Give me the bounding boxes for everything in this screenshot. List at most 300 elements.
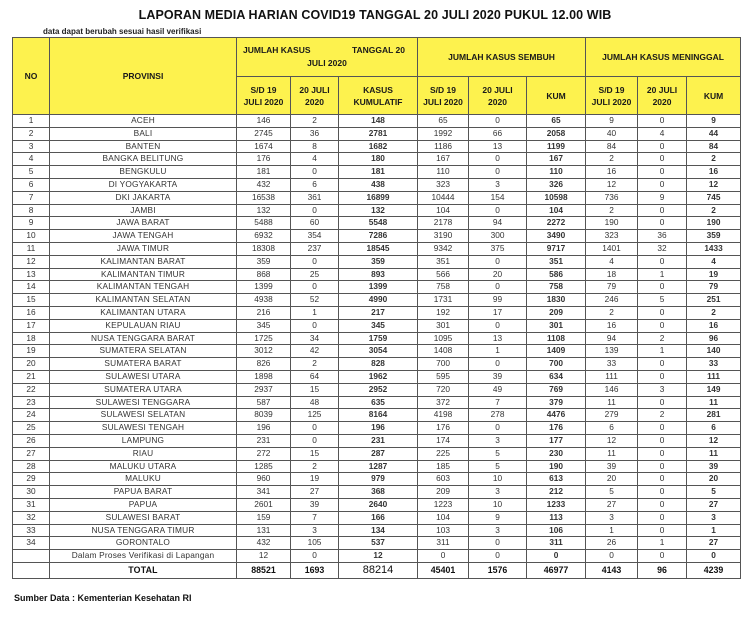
cell-k3: 148 (339, 115, 418, 128)
cell-s1: 176 (418, 422, 469, 435)
total-m1: 4143 (586, 562, 638, 578)
total-k1: 88521 (237, 562, 291, 578)
cell-m2: 5 (638, 294, 687, 307)
cell-prov: SULAWESI TENGAH (50, 422, 237, 435)
cell-s2: 10 (469, 498, 527, 511)
cell-k1: 432 (237, 178, 291, 191)
cell-k2: 3 (291, 524, 339, 537)
cell-prov: SUMATERA SELATAN (50, 345, 237, 358)
cell-m2: 0 (638, 524, 687, 537)
cell-no: 11 (13, 242, 50, 255)
cell-s2: 0 (469, 537, 527, 550)
cell-m1: 1401 (586, 242, 638, 255)
cell-k1: 1725 (237, 332, 291, 345)
cell-s2: 13 (469, 332, 527, 345)
cell-s2: 375 (469, 242, 527, 255)
cell-m2: 0 (638, 115, 687, 128)
cell-k1: 132 (237, 204, 291, 217)
cell-m3: 9 (687, 115, 741, 128)
cell-m2: 0 (638, 140, 687, 153)
cell-k2: 36 (291, 127, 339, 140)
cell-s2: 0 (469, 115, 527, 128)
cell-m3: 19 (687, 268, 741, 281)
cell-prov: PAPUA BARAT (50, 486, 237, 499)
cell-prov: SULAWESI BARAT (50, 511, 237, 524)
table-row (13, 409, 741, 422)
cell-s1: 700 (418, 358, 469, 371)
cell-m1: 139 (586, 345, 638, 358)
cell-m3: 281 (687, 409, 741, 422)
cell-prov: SULAWESI TENGGARA (50, 396, 237, 409)
cell-m3: 27 (687, 537, 741, 550)
cell-k1: 131 (237, 524, 291, 537)
cell-k2: 8 (291, 140, 339, 153)
total-s1: 45401 (418, 562, 469, 578)
cell-m1: 190 (586, 217, 638, 230)
cell-m2: 0 (638, 178, 687, 191)
cell-k2: 125 (291, 409, 339, 422)
cell-s1: 351 (418, 255, 469, 268)
cell-m3: 16 (687, 166, 741, 179)
cell-k2: 0 (291, 255, 339, 268)
total-m2: 96 (638, 562, 687, 578)
cell-s1: 1223 (418, 498, 469, 511)
cell-m3: 39 (687, 460, 741, 473)
cell-s3: 10598 (527, 191, 586, 204)
cell-prov: BALI (50, 127, 237, 140)
table-row (13, 217, 741, 230)
cell-k1: 1898 (237, 370, 291, 383)
total-label: TOTAL (50, 562, 237, 578)
cell-k3: 8164 (339, 409, 418, 422)
cell-no: 8 (13, 204, 50, 217)
cell-m3: 149 (687, 383, 741, 396)
cell-m2: 2 (638, 409, 687, 422)
table-row (13, 191, 741, 204)
cell-s3: 177 (527, 434, 586, 447)
total-no (13, 562, 50, 578)
cell-s2: 0 (469, 422, 527, 435)
cell-m3: 2 (687, 153, 741, 166)
cell-k2: 39 (291, 498, 339, 511)
cell-m2: 0 (638, 498, 687, 511)
cell-s2: 3 (469, 178, 527, 191)
cell-k2: 0 (291, 166, 339, 179)
cell-m2: 0 (638, 370, 687, 383)
cell-m1: 6 (586, 422, 638, 435)
cell-s3: 758 (527, 281, 586, 294)
cell-prov: KALIMANTAN SELATAN (50, 294, 237, 307)
cell-m2: 0 (638, 460, 687, 473)
cell-k1: 2745 (237, 127, 291, 140)
cell-s1: 603 (418, 473, 469, 486)
cell-m2: 0 (638, 204, 687, 217)
cell-m1: 27 (586, 498, 638, 511)
cell-k2: 7 (291, 511, 339, 524)
cell-k2: 15 (291, 447, 339, 460)
cell-k2: 1 (291, 306, 339, 319)
header-sembuh-20juli: 20 JULI 2020 (469, 77, 527, 115)
cell-m3: 5 (687, 486, 741, 499)
cell-k3: 132 (339, 204, 418, 217)
cell-k3: 828 (339, 358, 418, 371)
cell-s1: 104 (418, 511, 469, 524)
cell-no: 21 (13, 370, 50, 383)
cell-k1: 181 (237, 166, 291, 179)
table-row (13, 204, 741, 217)
cell-k2: 25 (291, 268, 339, 281)
cell-no: 28 (13, 460, 50, 473)
header-kasus-20juli: 20 JULI 2020 (291, 77, 339, 115)
cell-m2: 0 (638, 422, 687, 435)
table-row (13, 127, 741, 140)
cell-k1: 146 (237, 115, 291, 128)
table-row (13, 511, 741, 524)
cell-no: 31 (13, 498, 50, 511)
cell-s1: 1408 (418, 345, 469, 358)
cell-k2: 2 (291, 358, 339, 371)
cell-m3: 16 (687, 319, 741, 332)
cell-no: 12 (13, 255, 50, 268)
cell-k2: 15 (291, 383, 339, 396)
cell-prov: BANGKA BELITUNG (50, 153, 237, 166)
cell-m2: 0 (638, 447, 687, 460)
cell-s3: 190 (527, 460, 586, 473)
table-row (13, 524, 741, 537)
cell-prov: KALIMANTAN TENGAH (50, 281, 237, 294)
cell-s2: 3 (469, 434, 527, 447)
cell-m1: 18 (586, 268, 638, 281)
table-row (13, 537, 741, 550)
table-row (13, 319, 741, 332)
cell-m2: 0 (638, 511, 687, 524)
cell-s2: 17 (469, 306, 527, 319)
cell-k1: 176 (237, 153, 291, 166)
cell-s2: 20 (469, 268, 527, 281)
cell-prov: KEPULAUAN RIAU (50, 319, 237, 332)
cell-k3: 196 (339, 422, 418, 435)
cell-s3: 3490 (527, 230, 586, 243)
cell-no: 1 (13, 115, 50, 128)
cell-s3: 1108 (527, 332, 586, 345)
table-row (13, 281, 741, 294)
cell-s1: 566 (418, 268, 469, 281)
cell-no: 4 (13, 153, 50, 166)
cell-k1: 2937 (237, 383, 291, 396)
cell-m1: 12 (586, 434, 638, 447)
table-row (13, 550, 741, 563)
cell-m2: 0 (638, 473, 687, 486)
cell-m1: 3 (586, 511, 638, 524)
cell-no: 10 (13, 230, 50, 243)
cell-k3: 231 (339, 434, 418, 447)
cell-k3: 2952 (339, 383, 418, 396)
cell-s3: 230 (527, 447, 586, 460)
report-subtitle: data dapat berubah sesuai hasil verifikasi (43, 27, 202, 36)
table-row (13, 370, 741, 383)
cell-no: 6 (13, 178, 50, 191)
table-row (13, 422, 741, 435)
cell-k3: 893 (339, 268, 418, 281)
cell-k3: 4990 (339, 294, 418, 307)
cell-s3: 176 (527, 422, 586, 435)
header-jumlah-sembuh: JUMLAH KASUS SEMBUH (418, 38, 586, 77)
cell-m3: 1 (687, 524, 741, 537)
cell-s2: 0 (469, 166, 527, 179)
cell-m1: 40 (586, 127, 638, 140)
table-row (13, 294, 741, 307)
cell-s1: 65 (418, 115, 469, 128)
cell-k3: 359 (339, 255, 418, 268)
cell-m2: 1 (638, 268, 687, 281)
cell-m1: 16 (586, 319, 638, 332)
header-jumlah-kasus (237, 38, 418, 77)
cell-no: 15 (13, 294, 50, 307)
cell-s3: 2058 (527, 127, 586, 140)
header-sembuh-sd19: S/D 19 JULI 2020 (418, 77, 469, 115)
cell-s3: 700 (527, 358, 586, 371)
cell-m1: 84 (586, 140, 638, 153)
header-jumlah-kasus-c: JULI 2020 (307, 58, 347, 68)
cell-s1: 9342 (418, 242, 469, 255)
cell-m2: 1 (638, 345, 687, 358)
cell-no: 20 (13, 358, 50, 371)
table-row (13, 230, 741, 243)
cell-s1: 1095 (418, 332, 469, 345)
table-row (13, 242, 741, 255)
cell-m1: 39 (586, 460, 638, 473)
cell-s2: 0 (469, 550, 527, 563)
cell-m1: 0 (586, 550, 638, 563)
cell-m1: 111 (586, 370, 638, 383)
cell-k1: 1285 (237, 460, 291, 473)
header-meninggal-sd19: S/D 19 JULI 2020 (586, 77, 638, 115)
table-row (13, 153, 741, 166)
cell-s3: 769 (527, 383, 586, 396)
cell-m1: 2 (586, 204, 638, 217)
cell-m1: 2 (586, 153, 638, 166)
cell-no: 7 (13, 191, 50, 204)
cell-k2: 105 (291, 537, 339, 550)
cell-s1: 192 (418, 306, 469, 319)
table-row (13, 306, 741, 319)
total-row (13, 562, 741, 578)
cell-k3: 16899 (339, 191, 418, 204)
table-row (13, 332, 741, 345)
cell-s2: 0 (469, 255, 527, 268)
cell-s2: 3 (469, 524, 527, 537)
cell-m3: 84 (687, 140, 741, 153)
cell-k3: 180 (339, 153, 418, 166)
cell-m3: 745 (687, 191, 741, 204)
header-jumlah-meninggal: JUMLAH KASUS MENINGGAL (586, 38, 741, 77)
total-k3: 88214 (339, 562, 418, 578)
cell-k1: 5488 (237, 217, 291, 230)
cell-s1: 311 (418, 537, 469, 550)
cell-prov: JAWA TENGAH (50, 230, 237, 243)
cell-prov: NUSA TENGGARA TIMUR (50, 524, 237, 537)
cell-s1: 104 (418, 204, 469, 217)
cell-k2: 48 (291, 396, 339, 409)
cell-no: 22 (13, 383, 50, 396)
cell-s2: 0 (469, 153, 527, 166)
cell-m1: 5 (586, 486, 638, 499)
cell-s1: 758 (418, 281, 469, 294)
cell-m2: 9 (638, 191, 687, 204)
cell-s2: 99 (469, 294, 527, 307)
cell-m3: 12 (687, 434, 741, 447)
cell-s3: 104 (527, 204, 586, 217)
cell-s3: 209 (527, 306, 586, 319)
cell-prov: DI YOGYAKARTA (50, 178, 237, 191)
cell-no: 26 (13, 434, 50, 447)
cell-s1: 595 (418, 370, 469, 383)
cell-prov: JAWA BARAT (50, 217, 237, 230)
cell-s1: 110 (418, 166, 469, 179)
table-row (13, 140, 741, 153)
cell-m3: 20 (687, 473, 741, 486)
cell-k2: 19 (291, 473, 339, 486)
cell-k3: 12 (339, 550, 418, 563)
table-row (13, 358, 741, 371)
cell-m3: 4 (687, 255, 741, 268)
cell-k2: 0 (291, 550, 339, 563)
cell-m3: 3 (687, 511, 741, 524)
cell-m1: 11 (586, 396, 638, 409)
header-provinsi: PROVINSI (50, 38, 237, 115)
cell-m1: 16 (586, 166, 638, 179)
cell-s3: 4476 (527, 409, 586, 422)
cell-no: 23 (13, 396, 50, 409)
cell-prov: GORONTALO (50, 537, 237, 550)
cell-k1: 18308 (237, 242, 291, 255)
cell-no: 14 (13, 281, 50, 294)
table-row (13, 178, 741, 191)
cell-k1: 960 (237, 473, 291, 486)
cell-m3: 27 (687, 498, 741, 511)
cell-s1: 10444 (418, 191, 469, 204)
cell-no: 2 (13, 127, 50, 140)
cell-m2: 0 (638, 281, 687, 294)
cell-s2: 49 (469, 383, 527, 396)
cell-m3: 44 (687, 127, 741, 140)
cell-prov: PAPUA (50, 498, 237, 511)
cell-s3: 110 (527, 166, 586, 179)
cell-m2: 0 (638, 396, 687, 409)
cell-m2: 0 (638, 358, 687, 371)
cell-prov: MALUKU UTARA (50, 460, 237, 473)
cell-k3: 1962 (339, 370, 418, 383)
cell-m3: 96 (687, 332, 741, 345)
total-k2: 1693 (291, 562, 339, 578)
cell-k3: 2640 (339, 498, 418, 511)
cell-m1: 26 (586, 537, 638, 550)
cell-prov: KALIMANTAN UTARA (50, 306, 237, 319)
cell-s2: 13 (469, 140, 527, 153)
cell-s2: 0 (469, 204, 527, 217)
cell-s3: 167 (527, 153, 586, 166)
cell-m3: 11 (687, 396, 741, 409)
cell-no: 3 (13, 140, 50, 153)
cell-s1: 323 (418, 178, 469, 191)
cell-k2: 52 (291, 294, 339, 307)
cell-s3: 301 (527, 319, 586, 332)
cell-k3: 181 (339, 166, 418, 179)
cell-k1: 1399 (237, 281, 291, 294)
cell-m1: 33 (586, 358, 638, 371)
cell-k1: 216 (237, 306, 291, 319)
cell-s1: 209 (418, 486, 469, 499)
cell-s3: 351 (527, 255, 586, 268)
cell-no: 27 (13, 447, 50, 460)
cell-prov: DKI JAKARTA (50, 191, 237, 204)
cell-m2: 0 (638, 486, 687, 499)
cell-no: 29 (13, 473, 50, 486)
cell-s3: 9717 (527, 242, 586, 255)
cell-k3: 1287 (339, 460, 418, 473)
cell-m2: 1 (638, 537, 687, 550)
table-row (13, 473, 741, 486)
cell-s1: 1186 (418, 140, 469, 153)
cell-s2: 5 (469, 447, 527, 460)
cell-k2: 0 (291, 434, 339, 447)
cell-k2: 354 (291, 230, 339, 243)
cell-k2: 0 (291, 422, 339, 435)
cell-m2: 0 (638, 255, 687, 268)
cell-k1: 345 (237, 319, 291, 332)
table-row (13, 166, 741, 179)
cell-s3: 106 (527, 524, 586, 537)
cell-s2: 1 (469, 345, 527, 358)
cell-k1: 12 (237, 550, 291, 563)
cell-s1: 720 (418, 383, 469, 396)
cell-s3: 1409 (527, 345, 586, 358)
cell-prov: MALUKU (50, 473, 237, 486)
cell-k3: 166 (339, 511, 418, 524)
cell-s1: 301 (418, 319, 469, 332)
cell-prov: SULAWESI UTARA (50, 370, 237, 383)
cell-s2: 94 (469, 217, 527, 230)
cell-k1: 159 (237, 511, 291, 524)
cell-s1: 167 (418, 153, 469, 166)
cell-k1: 196 (237, 422, 291, 435)
cell-s3: 326 (527, 178, 586, 191)
cell-m3: 79 (687, 281, 741, 294)
cell-k1: 587 (237, 396, 291, 409)
cell-m1: 4 (586, 255, 638, 268)
cell-prov: KALIMANTAN TIMUR (50, 268, 237, 281)
cell-k3: 217 (339, 306, 418, 319)
cell-s3: 2272 (527, 217, 586, 230)
cell-k1: 3012 (237, 345, 291, 358)
cell-k3: 5548 (339, 217, 418, 230)
cell-k1: 359 (237, 255, 291, 268)
cell-k1: 16538 (237, 191, 291, 204)
total-s3: 46977 (527, 562, 586, 578)
cell-m2: 0 (638, 434, 687, 447)
cell-m1: 323 (586, 230, 638, 243)
header-jumlah-kasus-b: TANGGAL 20 (351, 45, 406, 55)
cell-s3: 379 (527, 396, 586, 409)
cell-m1: 736 (586, 191, 638, 204)
cell-m2: 4 (638, 127, 687, 140)
covid-report-table (12, 37, 741, 579)
cell-m1: 20 (586, 473, 638, 486)
cell-m3: 111 (687, 370, 741, 383)
cell-no: 17 (13, 319, 50, 332)
cell-k3: 134 (339, 524, 418, 537)
cell-prov: ACEH (50, 115, 237, 128)
